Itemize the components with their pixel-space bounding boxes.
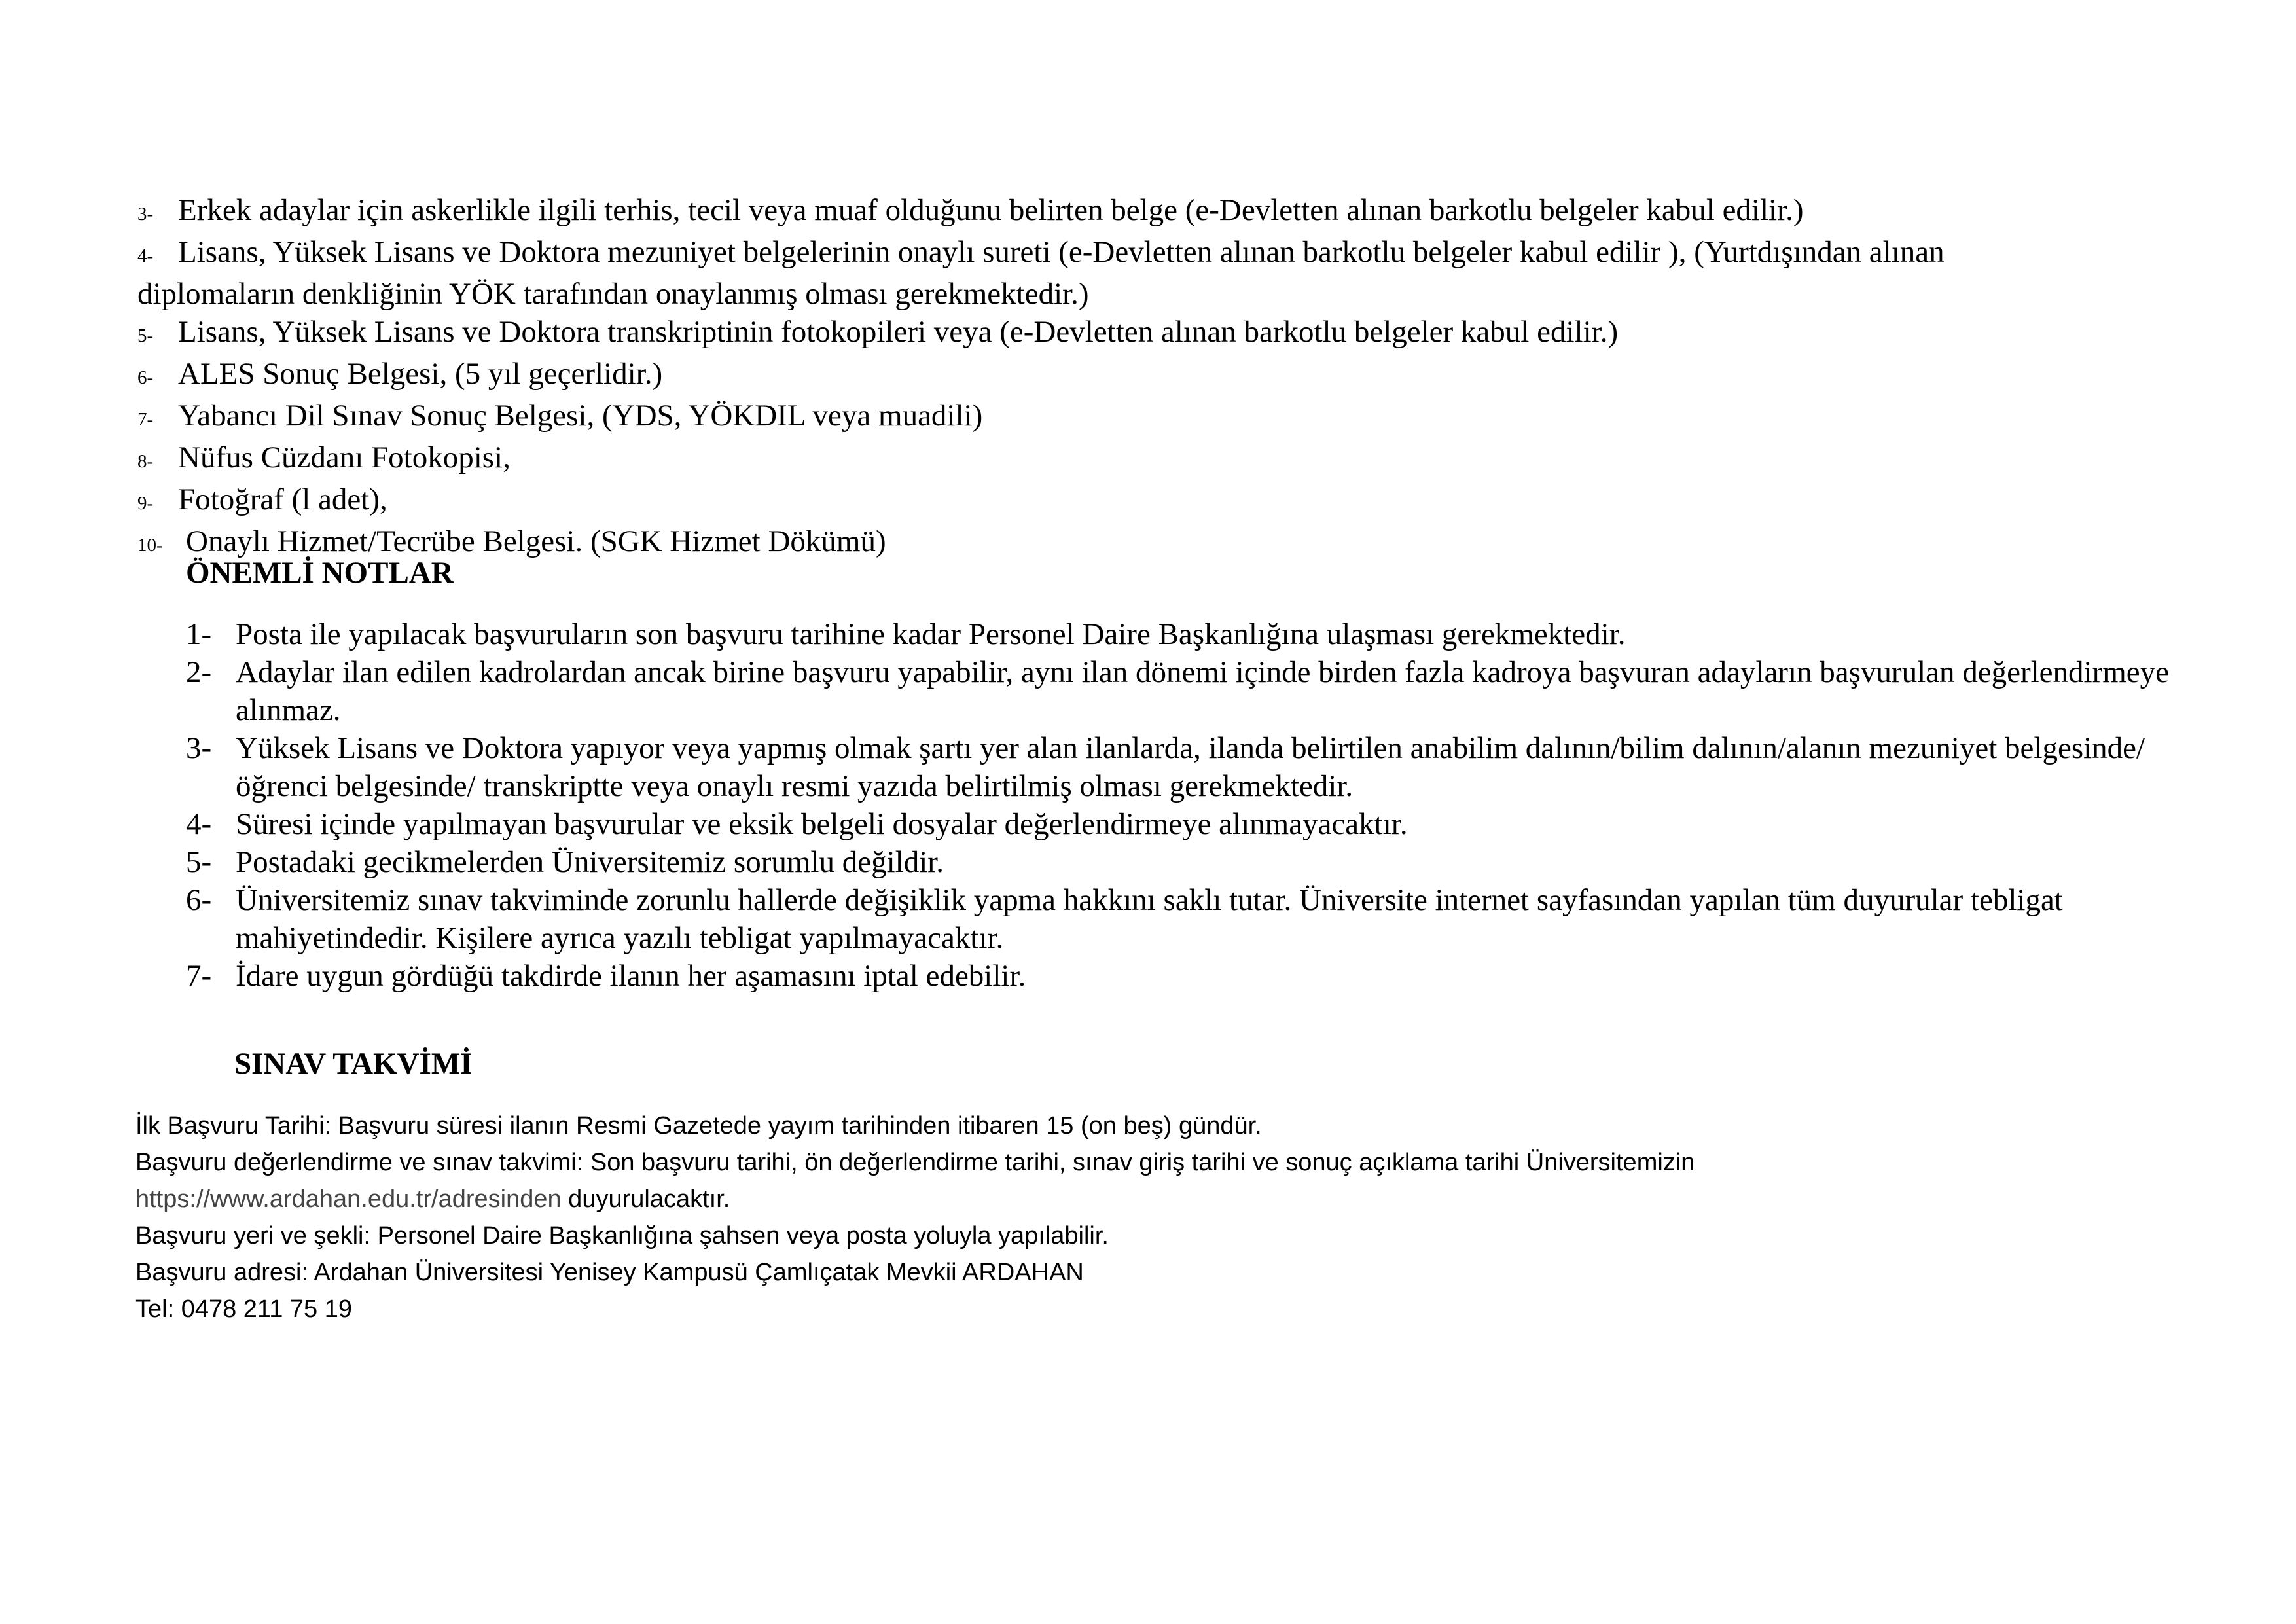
item-text: Fotoğraf (l adet), — [178, 482, 387, 516]
note-number: 5- — [186, 845, 212, 879]
required-documents-list — [137, 191, 2199, 564]
first-application-date: İlk Başvuru Tarihi: Başvuru süresi ilanın Resmi Gazetede yayım tarihinden itibaren 15 (on beş) gündür. — [135, 1112, 1262, 1140]
note-number: 4- — [186, 807, 212, 841]
evaluation-schedule: Başvuru değerlendirme ve sınav takvimi: Son başvuru tarihi, ön değerlendirme tarihi, sınav giriş tarihi ve sonuç açıklama tarihi Üniversitemizin — [135, 1149, 1695, 1176]
note-text: Postadaki gecikmelerden Üniversitemiz sorumlu değildir. — [236, 845, 944, 879]
phone-number: Tel: 0478 211 75 19 — [135, 1295, 353, 1323]
document-item-8 — [137, 439, 2199, 480]
item-text: Nüfus Cüzdanı Fotokopisi, — [178, 441, 511, 475]
note-number: 2- — [186, 655, 212, 689]
item-text: Onaylı Hizmet/Tecrübe Belgesi. (SGK Hizmet Dökümü) — [186, 524, 886, 558]
note-item-1 — [186, 615, 2221, 653]
item-text: Lisans, Yüksek Lisans ve Doktora mezuniyet belgelerinin onaylı sureti (e-Devletten alınan barkotlu belgeler kabul edilir ), (Yurtdışından alınan — [178, 235, 1945, 269]
item-number: 9- — [137, 493, 154, 514]
application-address: Başvuru adresi: Ardahan Üniversitesi Yenisey Kampusü Çamlıçatak Mevkii ARDAHAN — [135, 1259, 1084, 1286]
document-item-9 — [137, 480, 2199, 522]
item-number: 10- — [137, 535, 163, 556]
note-number: 6- — [186, 883, 212, 917]
note-text: İdare uygun gördüğü takdirde ilanın her aşamasını iptal edebilir. — [236, 959, 1026, 993]
item-number: 4- — [137, 245, 154, 266]
notes-heading: ÖNEMLİ NOTLAR — [186, 556, 454, 590]
document-item-3 — [137, 191, 2199, 233]
note-item-5 — [186, 843, 2221, 881]
note-item-7 — [186, 957, 2221, 995]
item-number: 8- — [137, 451, 154, 472]
item-text: Lisans, Yüksek Lisans ve Doktora transkriptinin fotokopileri veya (e-Devletten alınan barkotlu belgeler kabul edilir.) — [178, 315, 1619, 349]
note-number: 3- — [186, 731, 212, 765]
note-number: 1- — [186, 617, 212, 651]
item-number: 7- — [137, 409, 154, 430]
item-text: ALES Sonuç Belgesi, (5 yıl geçerlidir.) — [178, 357, 663, 391]
document-item-5 — [137, 313, 2199, 355]
note-text: Süresi içinde yapılmayan başvurular ve eksik belgeli dosyalar değerlendirmeye alınmayacaktır. — [236, 807, 1408, 841]
note-item-6 — [186, 881, 2221, 957]
item-number: 3- — [137, 204, 154, 225]
item-number: 6- — [137, 367, 154, 388]
document-item-4 — [137, 233, 2199, 275]
notes-list — [186, 615, 2221, 995]
item-text: Yabancı Dil Sınav Sonuç Belgesi, (YDS, YÖKDIL veya muadili) — [178, 399, 983, 433]
note-text: Posta ile yapılacak başvuruların son başvuru tarihine kadar Personel Daire Başkanlığına ulaşması gerekmektedir. — [236, 617, 1626, 651]
note-text: Adaylar ilan edilen kadrolardan ancak birine başvuru yapabilir, aynı ilan dönemi içinde birden fazla kadroya başvuran adayların başvurulan değerlendirmeye alınmaz. — [236, 655, 2170, 727]
announcement-suffix: duyurulacaktır. — [561, 1185, 730, 1213]
document-item-7 — [137, 397, 2199, 439]
note-text: Yüksek Lisans ve Doktora yapıyor veya yapmış olmak şartı yer alan ilanlarda, ilanda belirtilen anabilim dalının/bilim dalının/alanın mezuniyet belgesinde/öğrenci belgesinde/ transkriptte veya onaylı resmi yazıda belirtilmiş olması gerekmektedir. — [236, 731, 2145, 803]
calendar-heading: SINAV TAKVİMİ — [234, 1047, 473, 1081]
document-item-6 — [137, 355, 2199, 397]
application-method: Başvuru yeri ve şekli: Personel Daire Başkanlığına şahsen veya posta yoluyla yapılabilir. — [135, 1222, 1109, 1250]
document-item-4-continuation: diplomaların denkliğinin YÖK tarafından onaylanmış olması gerekmektedir.) — [137, 277, 1089, 311]
note-item-4 — [186, 805, 2221, 843]
item-text: Erkek adaylar için askerlikle ilgili terhis, tecil veya muaf olduğunu belirten belge (e-Devletten alınan barkotlu belgeler kabul edilir.) — [178, 193, 1804, 227]
announcement-line — [135, 1181, 2164, 1218]
note-item-2 — [186, 653, 2221, 729]
website-link[interactable]: https://www.ardahan.edu.tr/adresinden — [135, 1185, 562, 1213]
note-number: 7- — [186, 959, 212, 993]
note-item-3 — [186, 729, 2221, 805]
exam-calendar — [135, 1108, 2164, 1327]
note-text: Üniversitemiz sınav takviminde zorunlu hallerde değişiklik yapma hakkını saklı tutar. Üniversite internet sayfasından yapılan tüm duyurular tebligat mahiyetindedir. Kişilere ayrıca yazılı tebligat yapılmayacaktır. — [236, 883, 2063, 955]
item-number: 5- — [137, 325, 154, 346]
